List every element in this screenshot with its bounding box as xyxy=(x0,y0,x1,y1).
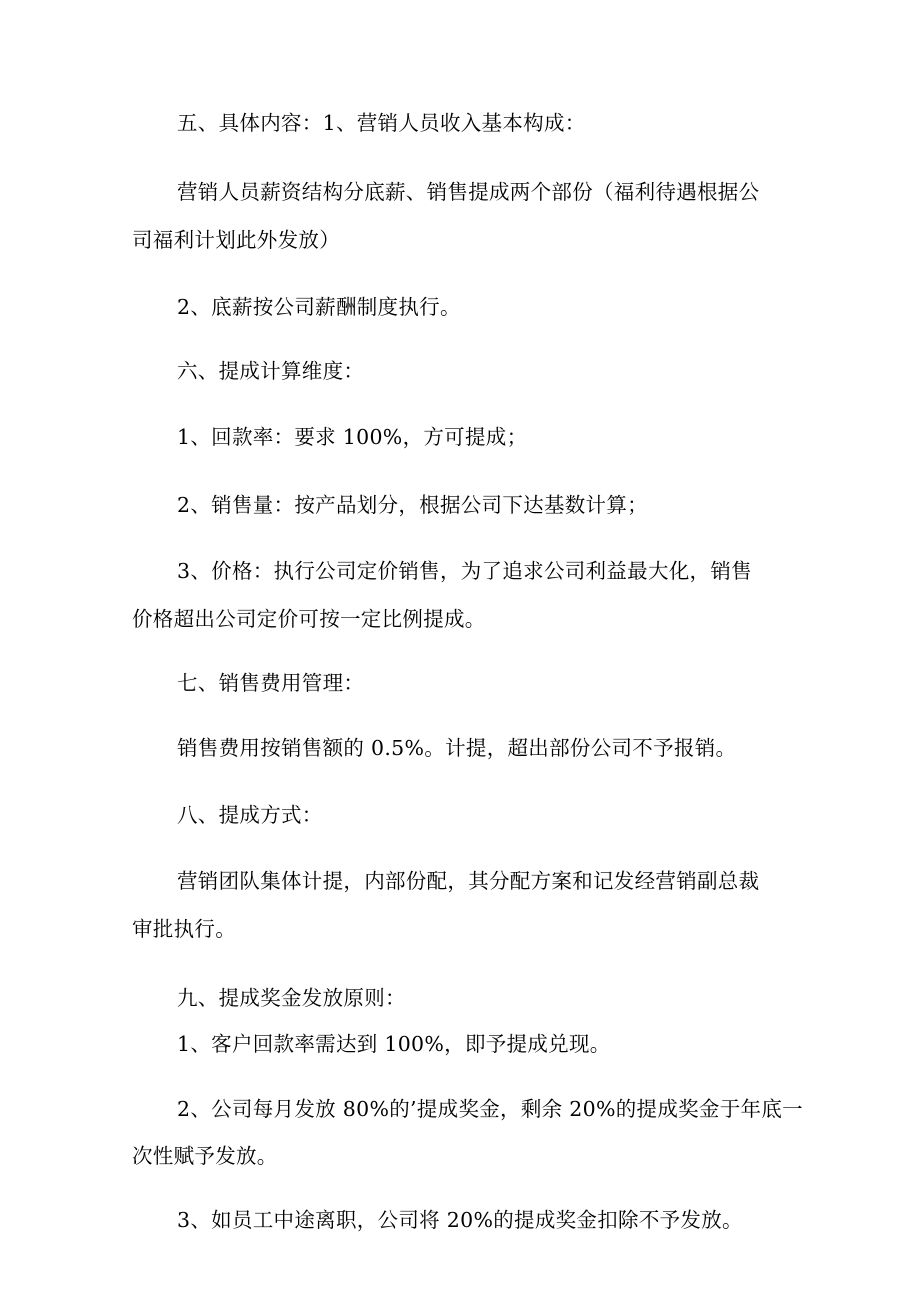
paragraph-sales-expense: 销售费用按销售额的 0.5%。计提，超出部份公司不予报销。 xyxy=(177,736,737,760)
item-price-cont: 价格超出公司定价可按一定比例提成。 xyxy=(132,607,486,631)
item-base-salary: 2、底薪按公司薪酬制度执行。 xyxy=(177,295,461,319)
paragraph-salary-structure: 营销人员薪资结构分底薪、销售提成两个部份（福利待遇根据公 xyxy=(177,180,760,204)
item-monthly-payout-cont: 次性赋予发放。 xyxy=(132,1144,278,1168)
item-payout-collection: 1、客户回款率需达到 100%，即予提成兑现。 xyxy=(177,1032,611,1056)
section-nine-heading: 九、提成奖金发放原则： xyxy=(177,986,406,1010)
item-resignation: 3、如员工中途离职，公司将 20%的提成奖金扣除不予发放。 xyxy=(177,1208,743,1232)
section-seven-heading: 七、销售费用管理： xyxy=(177,671,365,695)
paragraph-team-commission: 营销团队集体计提，内部份配，其分配方案和记发经营销副总裁 xyxy=(177,869,760,893)
item-sales-volume: 2、销售量：按产品划分，根据公司下达基数计算； xyxy=(177,493,648,517)
item-price: 3、价格：执行公司定价销售，为了追求公司利益最大化，销售 xyxy=(177,559,752,583)
section-five-heading: 五、具体内容：1、营销人员收入基本构成： xyxy=(177,111,586,135)
paragraph-team-commission-cont: 审批执行。 xyxy=(132,917,236,941)
paragraph-salary-structure-cont: 司福利计划此外发放） xyxy=(132,228,340,252)
item-monthly-payout: 2、公司每月发放 80%的’提成奖金，剩余 20%的提成奖金于年底一 xyxy=(177,1097,803,1121)
section-eight-heading: 八、提成方式： xyxy=(177,803,323,827)
item-collection-rate: 1、回款率：要求 100%，方可提成； xyxy=(177,425,528,449)
section-six-heading: 六、提成计算维度： xyxy=(177,359,365,383)
